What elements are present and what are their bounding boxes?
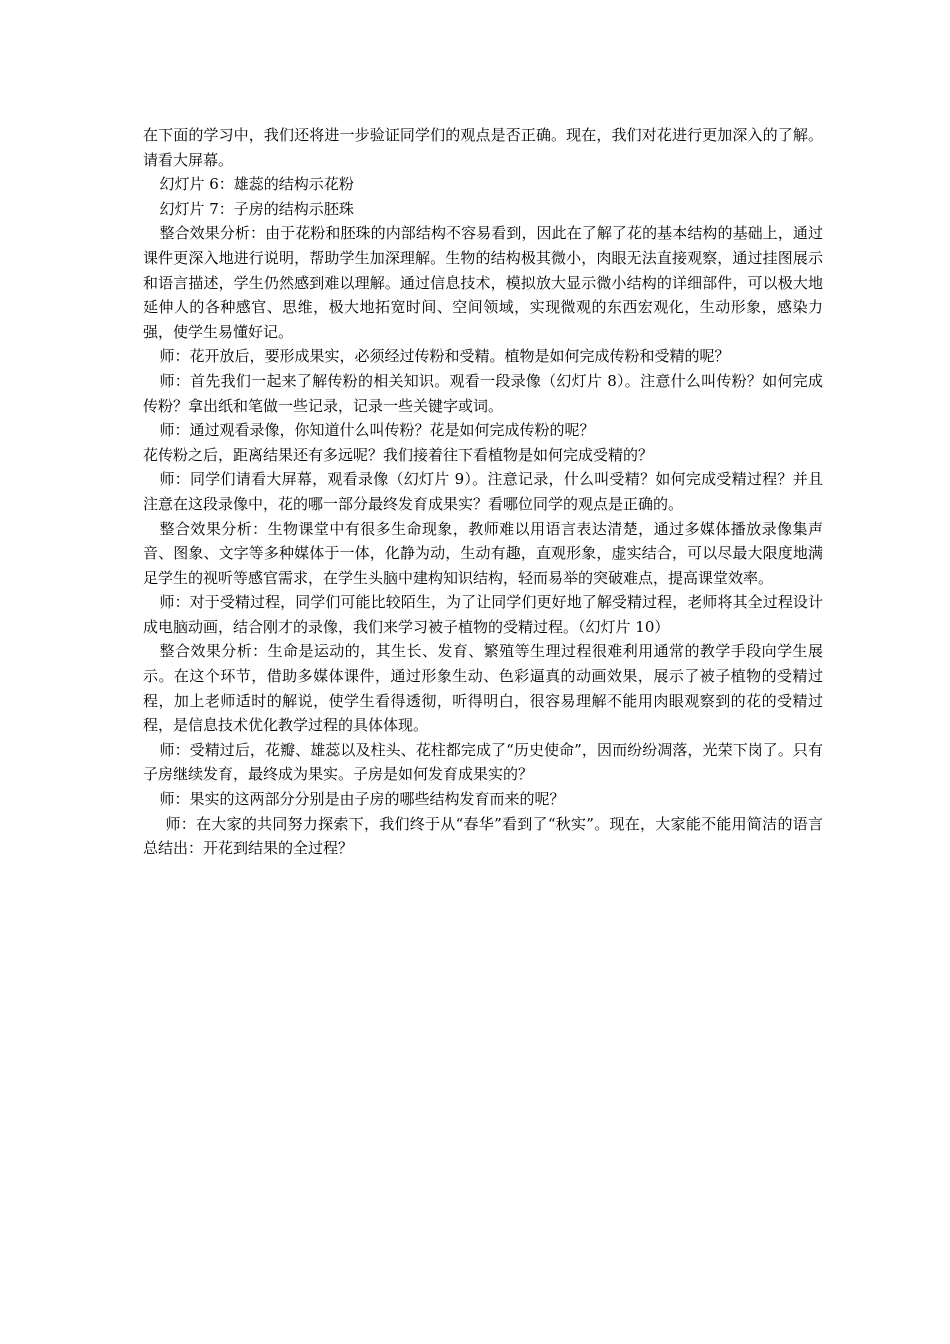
- paragraph-slide-6: 幻灯片 6：雄蕊的结构示花粉: [159, 175, 354, 194]
- paragraph-teacher-3: 师：通过观看录像，你知道什么叫传粉？花是如何完成传粉的呢？: [159, 421, 595, 440]
- document-body: [143, 123, 823, 861]
- paragraph-teacher-2: 师：首先我们一起来了解传粉的相关知识。观看一段录像（幻灯片 8）。注意什么叫传粉？如何完成传粉？拿出纸和笔做一些记录，记录一些关键字或词。: [143, 371, 823, 415]
- paragraph-teacher-8: 师：在大家的共同努力探索下，我们终于从“春华”看到了“秋实”。现在，大家能不能用简洁的语言总结出：开花到结果的全过程？: [143, 814, 823, 858]
- paragraph-analysis-3: 整合效果分析：生命是运动的，其生长、发育、繁殖等生理过程很难利用通常的教学手段向学生展示。在这个环节，借助多媒体课件，通过形象生动、色彩逼真的动画效果，展示了被子植物的受精过程，加上老师适时的解说，使学生看得透彻，听得明白，很容易理解不能用肉眼观察到的花的受精过程，是信息技术优化教学过程的具体体现。: [143, 642, 823, 735]
- paragraph-teacher-1: 师：花开放后，要形成果实，必须经过传粉和受精。植物是如何完成传粉和受精的呢？: [159, 347, 730, 366]
- paragraph-intro: 在下面的学习中，我们还将进一步验证同学们的观点是否正确。现在，我们对花进行更加深入的了解。请看大屏幕。: [143, 126, 823, 169]
- paragraph-analysis-2: 整合效果分析：生物课堂中有很多生命现象，教师难以用语言表达清楚，通过多媒体播放录像集声音、图象、文字等多种媒体于一体，化静为动，生动有趣，直观形象，虚实结合，可以尽最大限度地满足学生的视听等感官需求，在学生头脑中建构知识结构，轻而易举的突破难点，提高课堂效率。: [143, 519, 823, 587]
- paragraph-transition: 花传粉之后，距离结果还有多远呢？我们接着往下看植物是如何完成受精的？: [143, 445, 654, 464]
- paragraph-teacher-5: 师：对于受精过程，同学们可能比较陌生，为了让同学们更好地了解受精过程，老师将其全过程设计成电脑动画，结合刚才的录像，我们来学习被子植物的受精过程。（幻灯片 10）: [143, 593, 823, 636]
- paragraph-teacher-7: 师：果实的这两部分分别是由子房的哪些结构发育而来的呢？: [159, 790, 565, 809]
- paragraph-analysis-1: 整合效果分析：由于花粉和胚珠的内部结构不容易看到，因此在了解了花的基本结构的基础上，通过课件更深入地进行说明，帮助学生加深理解。生物的结构极其微小，肉眼无法直接观察，通过挂图展示和语言描述，学生仍然感到难以理解。通过信息技术，模拟放大显示微小结构的详细部件，可以极大地延伸人的各种感官、思维，极大地拓宽时间、空间领域，实现微观的东西宏观化，生动形象，感染力强，使学生易懂好记。: [143, 224, 823, 341]
- paragraph-teacher-6: 师：受精过后，花瓣、雄蕊以及柱头、花柱都完成了“历史使命”，因而纷纷凋落，光荣下岗了。只有子房继续发育，最终成为果实。子房是如何发育成果实的？: [143, 740, 823, 784]
- paragraph-teacher-4: 师：同学们请看大屏幕，观看录像（幻灯片 9）。注意记录，什么叫受精？如何完成受精过程？并且注意在这段录像中，花的哪一部分最终发育成果实？看哪位同学的观点是正确的。: [143, 470, 823, 513]
- paragraph-slide-7: 幻灯片 7：子房的结构示胚珠: [159, 199, 354, 218]
